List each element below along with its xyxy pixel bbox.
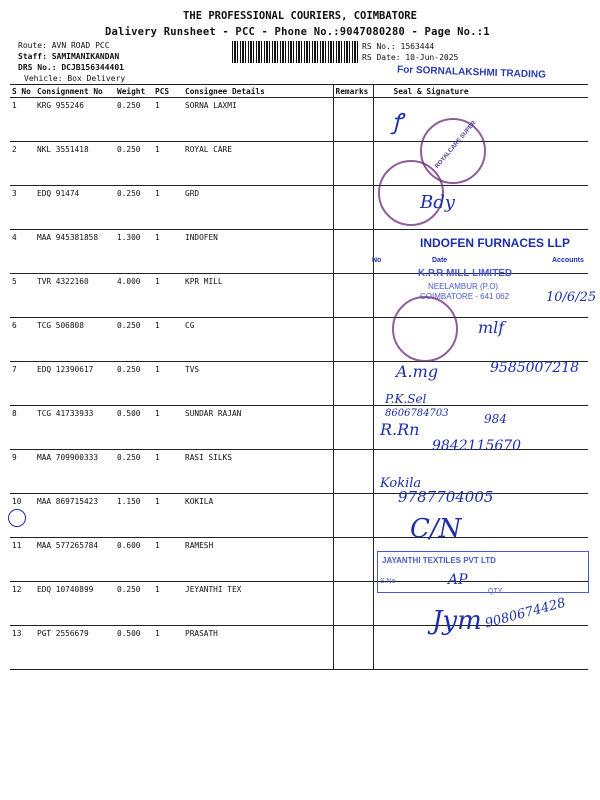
row-sno: 7 bbox=[10, 362, 35, 406]
row-consignment: MAA 945381858 bbox=[35, 230, 115, 274]
row-remarks bbox=[333, 318, 373, 362]
row-consignee: ROYAL CARE bbox=[183, 142, 333, 186]
row-remarks bbox=[333, 230, 373, 274]
row-weight: 0.250 bbox=[115, 318, 153, 362]
drs-number: DRS No.: DCJB156344401 bbox=[18, 63, 124, 72]
signature-row6: mlf bbox=[478, 318, 505, 337]
row-consignee: RASI SILKS bbox=[183, 450, 333, 494]
row-remarks bbox=[333, 274, 373, 318]
row-consignee: KPR MILL bbox=[183, 274, 333, 318]
row-pcs: 1 bbox=[153, 186, 183, 230]
table-row bbox=[10, 186, 588, 230]
row-consignment: MAA 709900333 bbox=[35, 450, 115, 494]
handwritten-number-row8: 984 bbox=[484, 412, 507, 426]
row-sno: 12 bbox=[10, 582, 35, 626]
handwritten-phone-row7: 9585007218 bbox=[490, 360, 580, 376]
jeyanthi-qty-label: QTY bbox=[488, 588, 503, 595]
row-weight: 0.500 bbox=[115, 626, 153, 670]
route-label: Route: AVN ROAD PCC bbox=[18, 41, 110, 50]
row-weight: 0.250 bbox=[115, 142, 153, 186]
row-remarks bbox=[333, 538, 373, 582]
row-sno: 6 bbox=[10, 318, 35, 362]
row-sno: 13 bbox=[10, 626, 35, 670]
row-consignment: MAA 869715423 bbox=[35, 494, 115, 538]
row-consignee: CG bbox=[183, 318, 333, 362]
sornalakshmi-stamp: For SORNALAKSHMI TRADING bbox=[396, 64, 547, 81]
table-row bbox=[10, 494, 588, 538]
rs-number: RS No.: 1563444 bbox=[362, 42, 435, 51]
row-pcs: 1 bbox=[153, 318, 183, 362]
signature-row13: Jym bbox=[432, 606, 482, 636]
row-remarks bbox=[333, 142, 373, 186]
rs-date: RS Date: 10-Jun-2025 bbox=[362, 53, 459, 62]
row-sno: 1 bbox=[10, 98, 35, 142]
row-consignment: EDQ 91474 bbox=[35, 186, 115, 230]
row-sno: 2 bbox=[10, 142, 35, 186]
row-consignee: PRASATH bbox=[183, 626, 333, 670]
signature-row11: C/N bbox=[410, 514, 462, 544]
row-weight: 0.600 bbox=[115, 538, 153, 582]
row-remarks bbox=[333, 494, 373, 538]
row-pcs: 1 bbox=[153, 538, 183, 582]
row-consignee: KOKILA bbox=[183, 494, 333, 538]
row-remarks bbox=[333, 98, 373, 142]
runsheet-subtitle: Dalivery Runsheet - PCC - Phone No.:9047080280 - Page No.:1 bbox=[105, 26, 490, 38]
row-consignment: TVR 4322160 bbox=[35, 274, 115, 318]
indofen-date-label: Date bbox=[432, 257, 448, 264]
table-header-row bbox=[10, 85, 588, 98]
row-pcs: 1 bbox=[153, 582, 183, 626]
row-consignee: INDOFEN bbox=[183, 230, 333, 274]
table-row bbox=[10, 142, 588, 186]
row-weight: 0.250 bbox=[115, 186, 153, 230]
kpr-stamp-city: COIMBATORE - 641 062 bbox=[420, 292, 510, 301]
kpr-stamp-name: K.P.R MILL LIMITED bbox=[418, 268, 513, 279]
barcode bbox=[232, 41, 360, 63]
col-remarks: Remarks bbox=[333, 85, 373, 98]
row-consignment: TCG 41733933 bbox=[35, 406, 115, 450]
handwritten-phone-row10: 9787704005 bbox=[398, 488, 494, 506]
table-row bbox=[10, 98, 588, 142]
table-row bbox=[10, 626, 588, 670]
row-consignee: GRD bbox=[183, 186, 333, 230]
document-title: THE PROFESSIONAL COURIERS, COIMBATORE bbox=[183, 10, 417, 22]
staff-label: Staff: SAMIMANIKANDAN bbox=[18, 52, 120, 61]
row-pcs: 1 bbox=[153, 626, 183, 670]
row-weight: 0.250 bbox=[115, 450, 153, 494]
indofen-stamp: INDOFEN FURNACES LLP bbox=[420, 236, 570, 250]
row-sno: 4 bbox=[10, 230, 35, 274]
row-consignee: SORNA LAXMI bbox=[183, 98, 333, 142]
col-consignee: Consignee Details bbox=[183, 85, 333, 98]
indofen-no-label: No bbox=[372, 257, 382, 264]
row-consignment: MAA 577265784 bbox=[35, 538, 115, 582]
row-pcs: 1 bbox=[153, 450, 183, 494]
row-sno: 3 bbox=[10, 186, 35, 230]
col-pcs: PCS bbox=[153, 85, 183, 98]
col-sno: S No bbox=[10, 85, 35, 98]
row-remarks bbox=[333, 406, 373, 450]
row-consignment: NKL 3551418 bbox=[35, 142, 115, 186]
row-pcs: 1 bbox=[153, 406, 183, 450]
row-consignment: PGT 2556679 bbox=[35, 626, 115, 670]
round-stamp-row6 bbox=[392, 296, 458, 362]
row-weight: 1.300 bbox=[115, 230, 153, 274]
row-consignment: TCG 506808 bbox=[35, 318, 115, 362]
row-remarks bbox=[333, 450, 373, 494]
row-pcs: 1 bbox=[153, 362, 183, 406]
row-sno: 10 bbox=[10, 494, 35, 538]
signature-row9: R.Rn bbox=[380, 420, 420, 439]
row-sno: 9 bbox=[10, 450, 35, 494]
row-pcs: 1 bbox=[153, 274, 183, 318]
row-weight: 0.500 bbox=[115, 406, 153, 450]
row-remarks bbox=[333, 362, 373, 406]
row-weight: 0.250 bbox=[115, 98, 153, 142]
handwritten-phone-row8: 8606784703 bbox=[385, 408, 449, 419]
row-consignee: SUNDAR RAJAN bbox=[183, 406, 333, 450]
col-consignment: Consignment No bbox=[35, 85, 115, 98]
row-remarks bbox=[333, 582, 373, 626]
row-sno: 5 bbox=[10, 274, 35, 318]
row-remarks bbox=[333, 186, 373, 230]
jeyanthi-sno-label: S.No bbox=[380, 578, 396, 585]
royalcare-stamp-text: ROYALCARE SUPER bbox=[434, 120, 478, 170]
signature-row3: Bdy bbox=[420, 192, 455, 213]
row-consignee: JEYANTHI TEX bbox=[183, 582, 333, 626]
indofen-accounts-label: Accounts bbox=[552, 257, 584, 264]
handwritten-phone-row9: 9842115670 bbox=[432, 438, 522, 454]
col-weight: Weight bbox=[115, 85, 153, 98]
row-sno: 8 bbox=[10, 406, 35, 450]
row-pcs: 1 bbox=[153, 494, 183, 538]
handwritten-name-row10: Kokila bbox=[380, 476, 422, 491]
jeyanthi-stamp: JAYANTHI TEXTILES PVT LTD bbox=[382, 556, 496, 565]
row-weight: 0.250 bbox=[115, 582, 153, 626]
row-pcs: 1 bbox=[153, 142, 183, 186]
row-weight: 0.250 bbox=[115, 362, 153, 406]
row-pcs: 1 bbox=[153, 230, 183, 274]
row-consignee: RAMESH bbox=[183, 538, 333, 582]
row-pcs: 1 bbox=[153, 98, 183, 142]
handwritten-phone-row13: 9080674428 bbox=[483, 595, 568, 632]
kpr-stamp-place: NEELAMBUR (P.O) bbox=[428, 282, 499, 291]
vehicle-label: Vehicle: Box Delivery bbox=[24, 74, 126, 83]
col-signature: Seal & Signature bbox=[373, 85, 588, 98]
row-weight: 4.000 bbox=[115, 274, 153, 318]
row-consignee: TVS bbox=[183, 362, 333, 406]
signature-row7: A.mg bbox=[396, 362, 439, 381]
row-remarks bbox=[333, 626, 373, 670]
handwritten-circle-mark bbox=[8, 509, 26, 527]
signature-row1: ꝭ bbox=[392, 110, 403, 135]
table-row bbox=[10, 450, 588, 494]
handwritten-date-row5: 10/6/25 bbox=[546, 290, 597, 305]
row-consignment: EDQ 10740899 bbox=[35, 582, 115, 626]
row-weight: 1.150 bbox=[115, 494, 153, 538]
row-sno: 11 bbox=[10, 538, 35, 582]
signature-row12: AP bbox=[448, 572, 468, 588]
handwritten-name-row8: P.K.Sel bbox=[385, 392, 427, 406]
row-consignment: EDQ 12390617 bbox=[35, 362, 115, 406]
row-consignment: KRG 955246 bbox=[35, 98, 115, 142]
